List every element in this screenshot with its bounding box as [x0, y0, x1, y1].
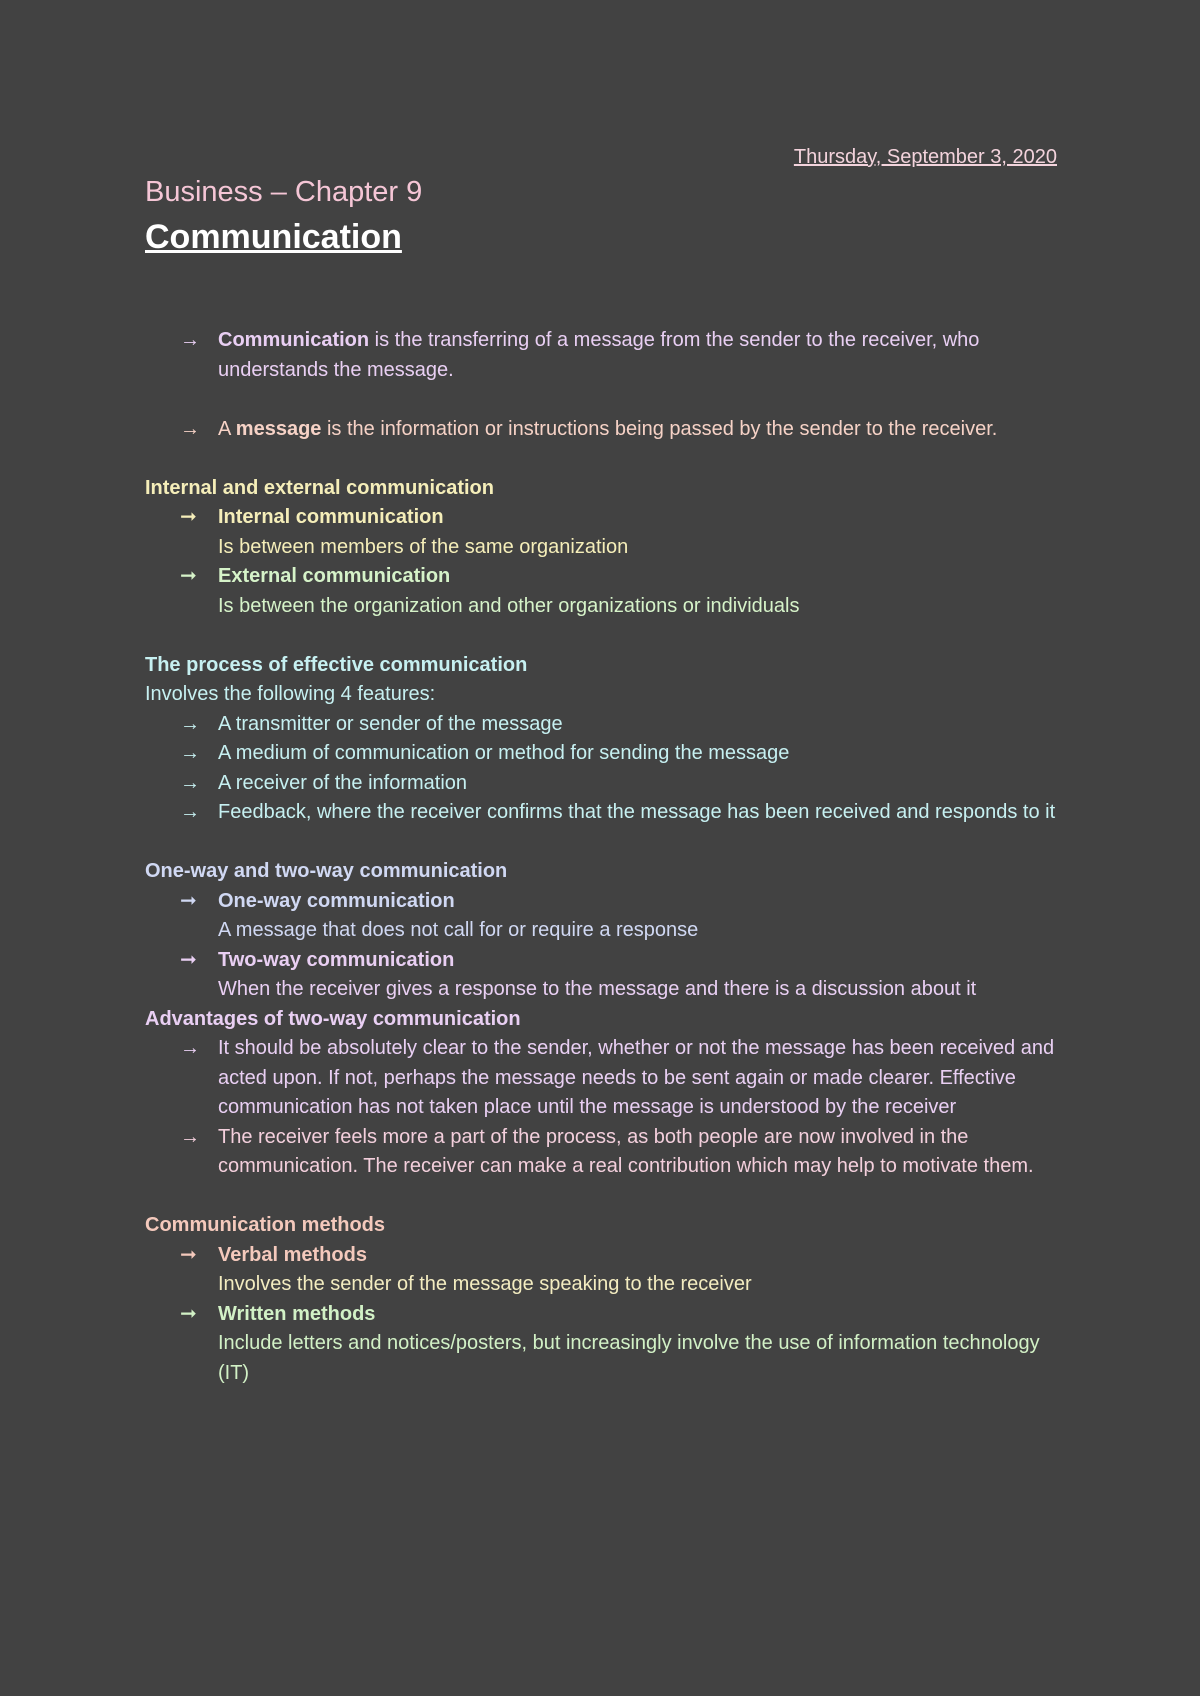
- list-item: [145, 1241, 1057, 1271]
- definition-message: → A message is the information or instructions being passed by the sender to the receiver.: [145, 415, 1057, 445]
- term-description: Involves the sender of the message speaking to the receiver: [218, 1273, 752, 1295]
- definition-communication: [145, 326, 1057, 385]
- list-item: [145, 946, 1057, 976]
- term-description: Include letters and notices/posters, but increasingly involve the use of information technology (IT): [218, 1332, 1040, 1384]
- term: message: [235, 417, 322, 440]
- section-heading-methods: Communication methods: [145, 1214, 386, 1236]
- arrow-icon: →: [180, 329, 200, 351]
- list-item: → A medium of communication or method for sending the message: [145, 739, 1057, 769]
- arrow-icon: →: [180, 771, 200, 794]
- term: External communication: [218, 565, 451, 587]
- term: Written methods: [218, 1302, 376, 1325]
- arrow-icon: →: [180, 742, 200, 764]
- document-subtitle: Communication: [145, 218, 402, 256]
- section-heading-internal-external: Internal and external communication: [145, 476, 494, 499]
- term: Verbal methods: [218, 1243, 367, 1266]
- list-item: → It should be absolutely clear to the sender, whether or not the message has been received and acted upon. If not, perhaps the message needs to be sent again or made clearer. Effective communication has not taken place until the message is understood by the receiver: [145, 1034, 1057, 1123]
- term-description: A message that does not call for or require a response: [218, 919, 699, 941]
- list-item: → The receiver feels more a part of the process, as both people are now involved in the communication. The receiver can make a real contribution which may help to motivate them.: [145, 1123, 1057, 1182]
- definition-text: is the information or instructions being passed by the sender to the receiver.: [321, 417, 998, 440]
- term: One-way communication: [218, 889, 455, 912]
- term: Two-way communication: [218, 948, 455, 971]
- term: Communication: [218, 329, 370, 351]
- arrow-icon: →: [180, 1125, 200, 1148]
- list-item: → A receiver of the information: [145, 769, 1057, 799]
- definition-text: is the transferring of a message from the sender to the receiver, who understands the message.: [218, 329, 980, 381]
- section-heading-one-two-way: One-way and two-way communication: [145, 860, 508, 882]
- arrow-icon: ➞: [180, 889, 197, 912]
- list-item: [145, 887, 1057, 917]
- arrow-icon: ➞: [180, 1243, 197, 1266]
- arrow-icon: →: [180, 801, 200, 823]
- section-intro: Involves the following 4 features:: [145, 683, 436, 705]
- section-heading-process: The process of effective communication: [145, 653, 528, 676]
- document-date: Thursday, September 3, 2020: [793, 146, 1057, 168]
- term-description: Is between the organization and other organizations or individuals: [218, 594, 800, 617]
- arrow-icon: →: [180, 712, 200, 735]
- section-heading-advantages: Advantages of two-way communication: [145, 1007, 521, 1030]
- arrow-icon: →: [180, 1037, 200, 1059]
- arrow-icon: ➞: [180, 565, 197, 587]
- list-item: → A transmitter or sender of the message: [145, 710, 1057, 740]
- list-item: [145, 503, 1057, 533]
- list-item: [145, 562, 1057, 592]
- document-title: Business – Chapter 9: [145, 176, 423, 208]
- term-description: When the receiver gives a response to the message and there is a discussion about it: [218, 978, 977, 1000]
- arrow-icon: ➞: [180, 948, 197, 971]
- arrow-icon: ➞: [180, 506, 197, 528]
- term: Internal communication: [218, 506, 444, 528]
- list-item: → Feedback, where the receiver confirms that the message has been received and responds to it: [145, 798, 1057, 828]
- arrow-icon: →: [180, 417, 200, 440]
- list-item: [145, 1300, 1057, 1330]
- notes-body: [145, 326, 1057, 1388]
- arrow-icon: ➞: [180, 1302, 197, 1325]
- term-description: Is between members of the same organization: [218, 535, 629, 558]
